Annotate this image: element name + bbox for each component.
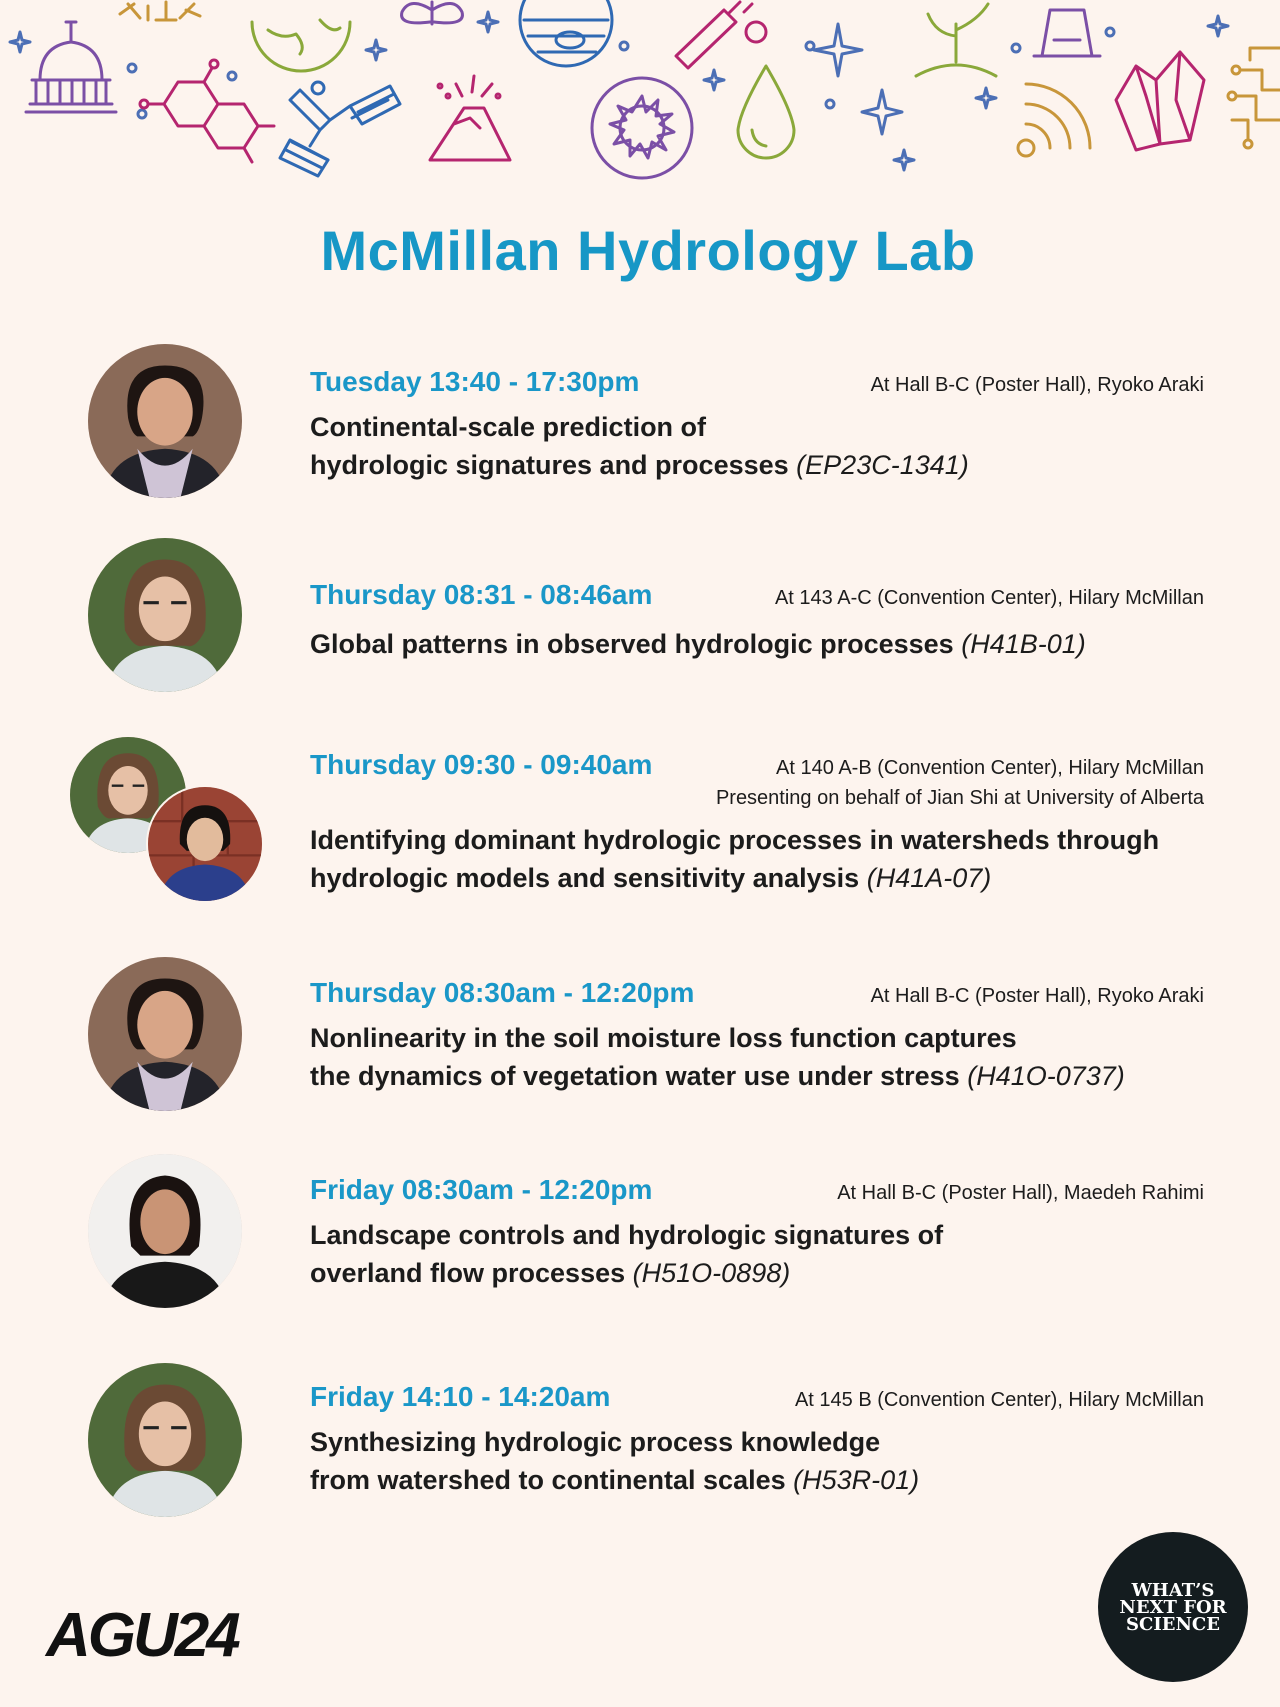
session-time: Thursday 08:31 - 08:46am	[310, 579, 653, 610]
science-icon-banner	[0, 0, 1280, 190]
globe-icon	[252, 20, 350, 71]
windmill-icon	[120, 2, 200, 20]
capitol-icon	[26, 22, 116, 112]
session-code: (H53R-01)	[793, 1465, 920, 1495]
sprout-icon	[916, 4, 996, 76]
session-code: (H41O-0737)	[967, 1061, 1125, 1091]
session-title-line: from watershed to continental scales	[310, 1465, 786, 1495]
presenter-photo	[88, 1363, 242, 1517]
session-title-line: Identifying dominant hydrologic processes in watersheds through	[310, 825, 1160, 855]
session-code: (EP23C-1341)	[796, 450, 969, 480]
satellite-icon	[280, 82, 400, 176]
pipette-icon	[676, 2, 766, 68]
session-title-line: hydrologic models and sensitivity analysis	[310, 863, 860, 893]
session-location: At Hall B-C (Poster Hall), Ryoko Araki	[870, 985, 1204, 1007]
avatar	[88, 538, 242, 692]
butterfly-icon	[402, 2, 463, 24]
session-time: Thursday 09:30 - 09:40am	[310, 749, 653, 780]
session-title	[310, 1423, 1210, 1499]
badge-line: WHAT’S	[1131, 1579, 1215, 1601]
session-title	[310, 1019, 1210, 1095]
badge-line: NEXT FOR	[1119, 1596, 1227, 1618]
session-title-line: hydrologic signatures and processes	[310, 450, 789, 480]
session-location: At 145 B (Convention Center), Hilary McMillan	[794, 1389, 1204, 1411]
lighthouse-icon	[1034, 10, 1100, 56]
whats-next-for-science-badge	[1098, 1532, 1248, 1682]
session-location: At 140 A-B (Convention Center), Hilary McMillan	[776, 757, 1204, 779]
presenter-photo	[88, 957, 242, 1111]
session-location: At Hall B-C (Poster Hall), Ryoko Araki	[870, 374, 1204, 396]
session-time: Friday 08:30am - 12:20pm	[310, 1174, 653, 1205]
avatar	[88, 957, 242, 1111]
water-drop-icon	[738, 66, 794, 158]
avatar	[88, 344, 242, 498]
session-title-line: Landscape controls and hydrologic signatures of	[310, 1220, 944, 1250]
session-title	[310, 408, 1210, 484]
session-title-line: Synthesizing hydrologic process knowledge	[310, 1427, 881, 1457]
session-location: At 143 A-C (Convention Center), Hilary McMillan	[774, 587, 1204, 609]
session-location: At Hall B-C (Poster Hall), Maedeh Rahimi	[837, 1182, 1204, 1204]
badge-line: SCIENCE	[1126, 1613, 1220, 1635]
circuit-icon	[1228, 48, 1280, 148]
session-time: Tuesday 13:40 - 17:30pm	[310, 366, 640, 397]
signal-icon	[1018, 84, 1090, 156]
avatar	[88, 1154, 242, 1308]
presenter-photo	[88, 344, 242, 498]
presenter-photo	[148, 787, 262, 901]
session-title	[310, 625, 1210, 663]
volcano-icon	[430, 76, 510, 160]
session-time: Thursday 08:30am - 12:20pm	[310, 977, 695, 1008]
page-title: McMillan Hydrology Lab	[320, 219, 976, 282]
crystal-icon	[1116, 52, 1204, 150]
molecule-icon	[140, 60, 274, 162]
session-title-line: the dynamics of vegetation water use under stress	[310, 1061, 960, 1091]
planet-icon	[520, 0, 612, 66]
session-code: (H51O-0898)	[632, 1258, 791, 1288]
session-title	[310, 821, 1210, 897]
session-title-line: Global patterns in observed hydrologic processes	[310, 629, 954, 659]
session-title	[310, 1216, 1210, 1292]
presenter-photo	[88, 1154, 242, 1308]
session-title-line: Continental-scale prediction of	[310, 412, 707, 442]
avatar	[146, 785, 264, 903]
agu24-logo: AGU24	[46, 1601, 238, 1670]
session-time: Friday 14:10 - 14:20am	[310, 1381, 611, 1412]
presenter-photo	[88, 538, 242, 692]
session-title-line: Nonlinearity in the soil moisture loss function captures	[310, 1023, 1017, 1053]
session-title-line: overland flow processes	[310, 1258, 626, 1288]
sun-icon	[592, 78, 692, 178]
session-code: (H41A-07)	[866, 863, 992, 893]
avatar	[88, 1363, 242, 1517]
session-note: Presenting on behalf of Jian Shi at University of Alberta	[715, 787, 1204, 809]
session-code: (H41B-01)	[961, 629, 1086, 659]
